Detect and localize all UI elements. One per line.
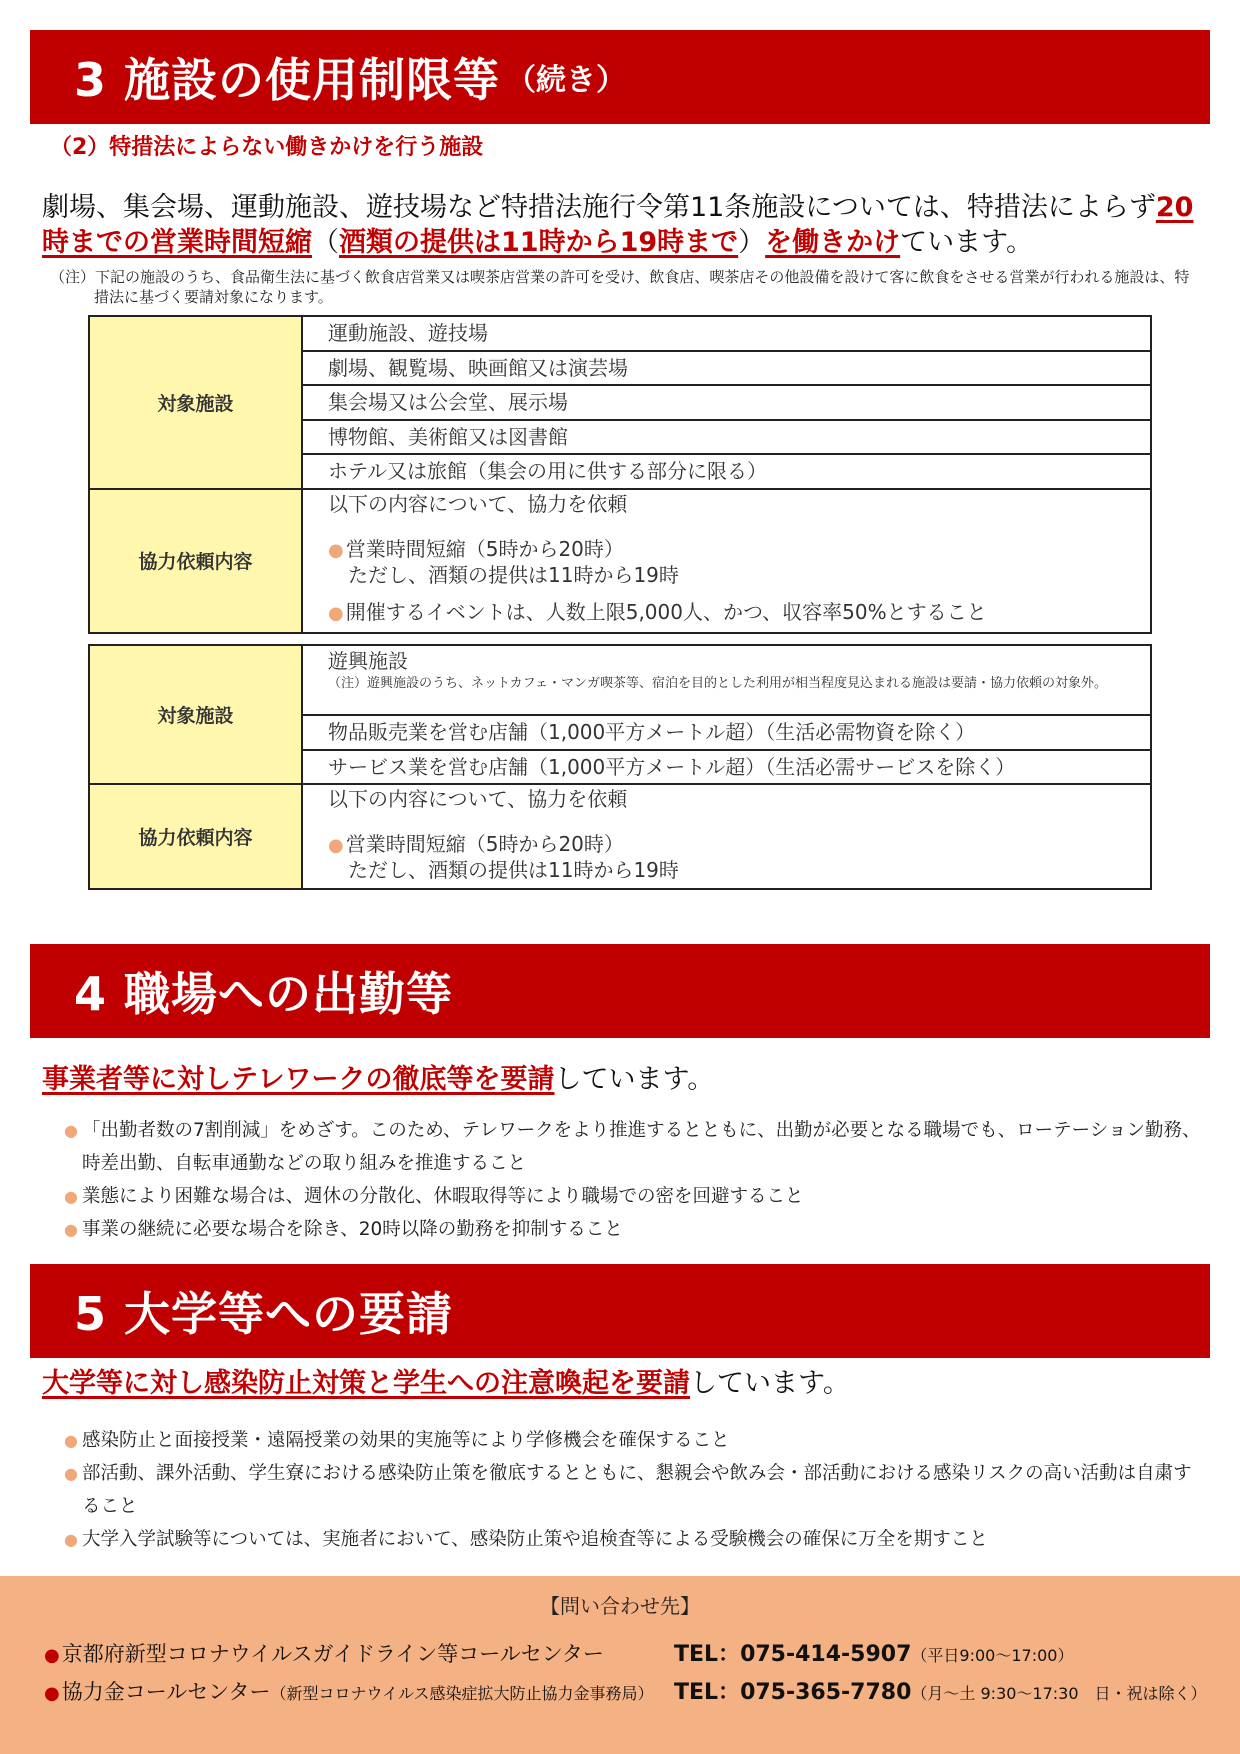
lead-text: （: [312, 227, 339, 258]
lead-text: しています。: [554, 1064, 715, 1095]
table1-facility: 運動施設、遊技場: [302, 316, 1151, 351]
contact-center-name: 京都府新型コロナウイルスガイドライン等コールセンター: [61, 1642, 604, 1666]
request-item: [328, 832, 1125, 858]
bullet-icon: ●: [44, 1645, 60, 1666]
bullet-icon: ●: [64, 1187, 78, 1206]
contact-center-name: 協力金コールセンター: [61, 1680, 271, 1704]
list-item: [64, 1424, 1204, 1457]
section5-lead: [42, 1366, 1212, 1401]
bullet-icon: ●: [64, 1431, 78, 1450]
table2-request-content: [302, 784, 1151, 889]
lead-text: ）: [738, 227, 766, 258]
request-item: [328, 537, 1125, 563]
table1-facility: 集会場又は公会堂、展示場: [302, 385, 1151, 420]
list-item: [64, 1114, 1204, 1180]
table2-facility: 物品販売業を営む店舗（1,000平方メートル超）（生活必需物資を除く）: [302, 715, 1151, 750]
section5-bullets: [64, 1424, 1204, 1556]
list-item-text: 大学入学試験等については、実施者において、感染防止策や追検査等による受験機会の確保に万全を期すこと: [82, 1529, 988, 1550]
lead-text: ています。: [900, 227, 1033, 258]
bullet-icon: ●: [328, 602, 344, 624]
request-item-text: 営業時間短縮（5時から20時）: [345, 832, 624, 856]
facility-table-2: [88, 644, 1152, 890]
request-intro: 以下の内容について、協力を依頼: [328, 491, 628, 516]
section3-subheading: （2）特措法によらない働きかけを行う施設: [50, 135, 484, 160]
contact-title: 【問い合わせ先】: [540, 1594, 700, 1618]
tel-number: 075-365-7780: [740, 1680, 912, 1705]
list-item: [64, 1180, 1204, 1213]
bullet-icon: ●: [64, 1220, 78, 1239]
list-item-text: 事業の継続に必要な場合を除き、20時以降の勤務を抑制すること: [82, 1219, 623, 1240]
table2-facility: [302, 645, 1151, 715]
table1-facility: 博物館、美術館又は図書館: [302, 420, 1151, 455]
lead-text: しています。: [690, 1368, 850, 1399]
bullet-icon: ●: [64, 1121, 78, 1140]
list-item-text: 「出勤者数の7割削減」をめざす。このため、テレワークをより推進するとともに、出勤が必要となる職場でも、ローテーション勤務、時差出勤、自転車通勤などの取り組みを推進すること: [82, 1120, 1201, 1174]
list-item-text: 感染防止と面接授業・遠隔授業の効果的実施等により学修機会を確保すること: [82, 1430, 730, 1451]
contact-center-sub: （新型コロナウイルス感染症拡大防止協力金事務局）: [270, 1684, 654, 1703]
section4-lead: [42, 1062, 1212, 1097]
request-item-text: 開催するイベントは、人数上限5,000人、かつ、収容率50%とすること: [345, 599, 987, 624]
section4-banner: [30, 944, 1210, 1038]
table1-request-content: [302, 489, 1151, 633]
section4-title: 4 職場への出勤等: [74, 967, 454, 1021]
section5-banner: [30, 1264, 1210, 1358]
list-item: [64, 1523, 1204, 1556]
request-intro: 以下の内容について、協力を依頼: [328, 787, 628, 811]
contact-tel-2: [674, 1675, 1207, 1706]
list-item-text: 業態により困難な場合は、週休の分散化、休暇取得等により職場での密を回避すること: [82, 1186, 804, 1207]
section3-title: 3 施設の使用制限等: [74, 53, 501, 107]
contact-tel-1: [674, 1637, 1073, 1668]
section3-note: （注）下記の施設のうち、食品衛生法に基づく飲食店営業又は喫茶店営業の許可を受け、飲食店、喫茶店その他設備を設けて客に飲食をさせる営業が行われる施設は、特措法に基づく要請対象になります。: [50, 268, 1190, 306]
request-item-sub: ただし、酒類の提供は11時から19時: [348, 858, 679, 882]
lead-text: 劇場、集会場、運動施設、遊技場など特措法施行令第11条施設については、特措法によらず: [42, 192, 1156, 223]
lead-highlight: 事業者等に対しテレワークの徹底等を要請: [42, 1064, 555, 1095]
bullet-icon: ●: [64, 1530, 78, 1549]
table2-facility: サービス業を営む店舗（1,000平方メートル超）（生活必需サービスを除く）: [302, 750, 1151, 785]
contact-center-1: [44, 1638, 604, 1668]
lead-highlight: を働きかけ: [765, 227, 901, 258]
section3-title-suffix: （続き）: [506, 63, 627, 98]
section3-lead: [42, 190, 1212, 260]
request-item-text: 営業時間短縮（5時から20時）: [345, 536, 624, 561]
lead-highlight: 大学等に対し感染防止対策と学生への注意喚起を要請: [42, 1368, 690, 1399]
contact-box: [0, 1576, 1240, 1754]
table2-facility-note: （注）遊興施設のうち、ネットカフェ・マンガ喫茶等、宿泊を目的とした利用が相当程度見込まれる施設は要請・協力依頼の対象外。: [328, 676, 1107, 691]
table1-header-request: 協力依頼内容: [89, 489, 302, 633]
table1-header-facilities: 対象施設: [89, 316, 302, 489]
table2-header-facilities: 対象施設: [89, 645, 302, 784]
facility-table-1: [88, 315, 1152, 634]
request-item-sub: ただし、酒類の提供は11時から19時: [348, 562, 679, 587]
bullet-icon: ●: [328, 539, 344, 561]
bullet-icon: ●: [64, 1464, 78, 1483]
tel-hours: （月～土 9:30～17:30 日・祝は除く）: [911, 1684, 1207, 1703]
tel-number: 075-414-5907: [740, 1642, 912, 1667]
bullet-icon: ●: [44, 1683, 60, 1704]
bullet-icon: ●: [328, 835, 344, 856]
table1-facility: 劇場、観覧場、映画館又は演芸場: [302, 351, 1151, 386]
lead-highlight: 20時までの営業時間短縮: [42, 192, 1194, 258]
list-item: [64, 1213, 1204, 1246]
request-item: [328, 600, 1125, 626]
tel-hours: （平日9:00～17:00）: [911, 1646, 1074, 1665]
list-item: [64, 1457, 1204, 1523]
section4-bullets: [64, 1114, 1204, 1246]
tel-label: TEL：: [674, 1680, 741, 1705]
lead-highlight: 酒類の提供は11時から19時まで: [339, 227, 739, 258]
table2-facility-name: 遊興施設: [328, 649, 408, 673]
table2-header-request: 協力依頼内容: [89, 784, 302, 889]
tel-label: TEL：: [674, 1642, 741, 1667]
section3-banner: [30, 30, 1210, 124]
contact-center-2: [44, 1676, 654, 1706]
table1-facility: ホテル又は旅館（集会の用に供する部分に限る）: [302, 454, 1151, 489]
list-item-text: 部活動、課外活動、学生寮における感染防止策を徹底するとともに、懇親会や飲み会・部活動における感染リスクの高い活動は自粛すること: [82, 1463, 1192, 1517]
section5-title: 5 大学等への要請: [74, 1287, 454, 1341]
